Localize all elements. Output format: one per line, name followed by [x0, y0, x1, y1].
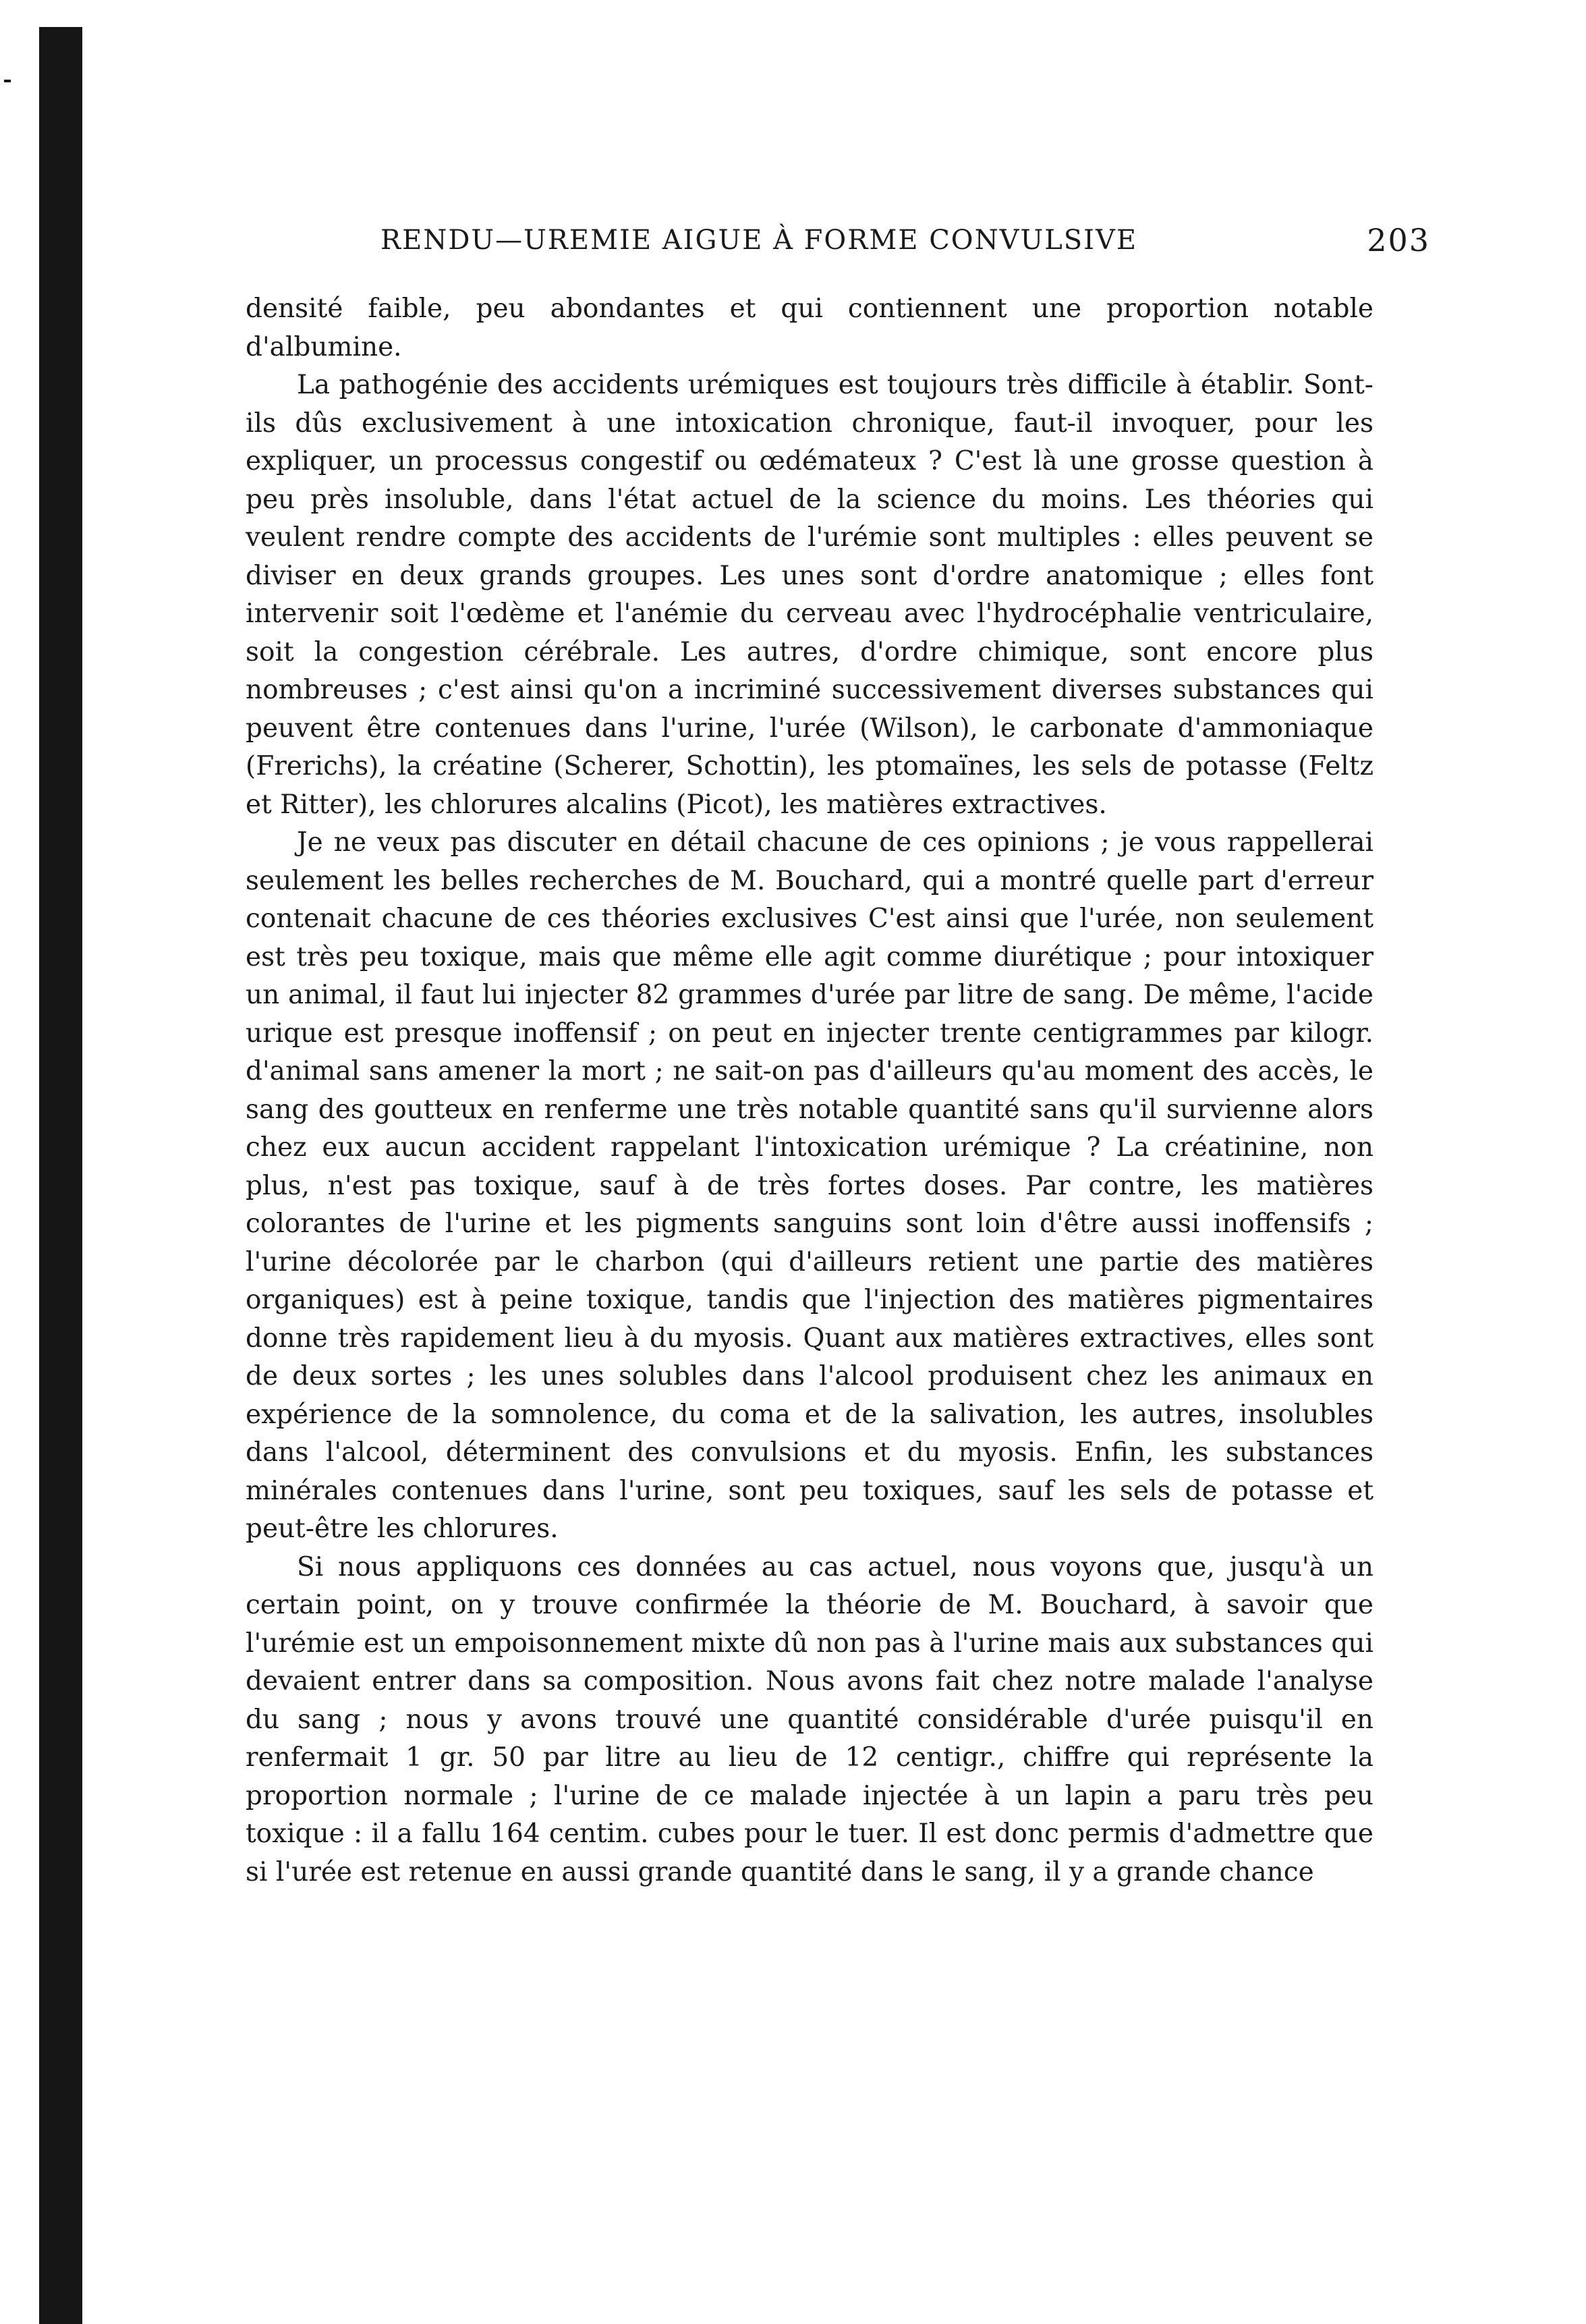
- running-head: [380, 219, 1430, 262]
- paragraph-bouchard-research: Je ne veux pas discuter en détail chacune de ces opinions ; je vous rappellerai seulement les belles recherches de M. Bouchard, qui a montré quelle part d'erreur contenait chacune de ces théories exclusives C'est ainsi que l'urée, non seulement est très peu toxique, mais que même elle agit comme diurétique ; pour intoxiquer un animal, il faut lui injecter 82 grammes d'urée par litre de sang. De même, l'acide urique est presque inoffensif ; on peut en injecter trente centigrammes par kilogr. d'animal sans amener la mort ; ne sait-on pas d'ailleurs qu'au moment des accès, le sang des goutteux en renferme une très notable quantité sans qu'il survienne alors chez eux aucun accident rappelant l'intoxication urémique ? La créatinine, non plus, n'est pas toxique, sauf à de très fortes doses. Par contre, les matières colorantes de l'urine et les pigments sanguins sont loin d'être aussi inoffensifs ; l'urine décolorée par le charbon (qui d'ailleurs retient une partie des matières organiques) est à peine toxique, tandis que l'injection des matières pigmentaires donne très rapidement lieu à du myosis. Quant aux matières extractives, elles sont de deux sortes ; les unes solubles dans l'alcool produisent chez les animaux en expérience de la somnolence, du coma et de la salivation, les autres, insolubles dans l'alcool, déterminent des convulsions et du myosis. Enfin, les substances minérales contenues dans l'urine, sont peu toxiques, sauf les sels de potasse et peut-être les chlorures.: [246, 827, 1373, 1544]
- paragraph-pathogenie: La pathogénie des accidents urémiques est toujours très difficile à établir. Sont-ils dûs exclusivement à une intoxication chronique, faut-il invoquer, pour les expliquer, un processus congestif ou œdémateux ? C'est là une grosse question à peu près insoluble, dans l'état actuel de la science du moins. Les théories qui veulent rendre compte des accidents de l'urémie sont multiples : elles peuvent se diviser en deux grands groupes. Les unes sont d'ordre anatomique ; elles font intervenir soit l'œdème et l'anémie du cerveau avec l'hydrocéphalie ventriculaire, soit la congestion cérébrale. Les autres, d'ordre chimique, sont encore plus nombreuses ; c'est ainsi qu'on a incriminé successivement diverses substances qui peuvent être contenues dans l'urine, l'urée (Wilson), le carbonate d'ammoniaque (Frerichs), la créatine (Scherer, Schottin), les ptomaïnes, les sels de potasse (Feltz et Ritter), les chlorures alcalins (Picot), les matières extractives.: [246, 370, 1373, 820]
- paragraph-continued: densité faible, peu abondantes et qui contiennent une proportion notable d'albumine.: [246, 294, 1373, 362]
- running-title: RENDU—UREMIE AIGUE À FORME CONVULSIVE: [380, 225, 1138, 256]
- scan-margin-mark: [4, 80, 11, 82]
- paragraph-current-case: Si nous appliquons ces données au cas actuel, nous voyons que, jusqu'à un certain point, on y trouve confirmée la théorie de M. Bouchard, à savoir que l'urémie est un empoisonnement mixte dû non pas à l'urine mais aux substances qui devaient entrer dans sa composition. Nous avons fait chez notre malade l'analyse du sang ; nous y avons trouvé une quantité considérable d'urée puisqu'il en renfermait 1 gr. 50 par litre au lieu de 12 centigr., chiffre qui représente la proportion normale ; l'urine de ce malade injectée à un lapin a paru très peu toxique : il a fallu 164 centim. cubes pour le tuer. Il est donc permis d'admettre que si l'urée est retenue en aussi grande quantité dans le sang, il y a grande chance: [246, 1551, 1373, 1887]
- page-body: [246, 290, 1373, 1891]
- page-number: 203: [1367, 222, 1430, 258]
- scan-binding-edge: [39, 27, 82, 2324]
